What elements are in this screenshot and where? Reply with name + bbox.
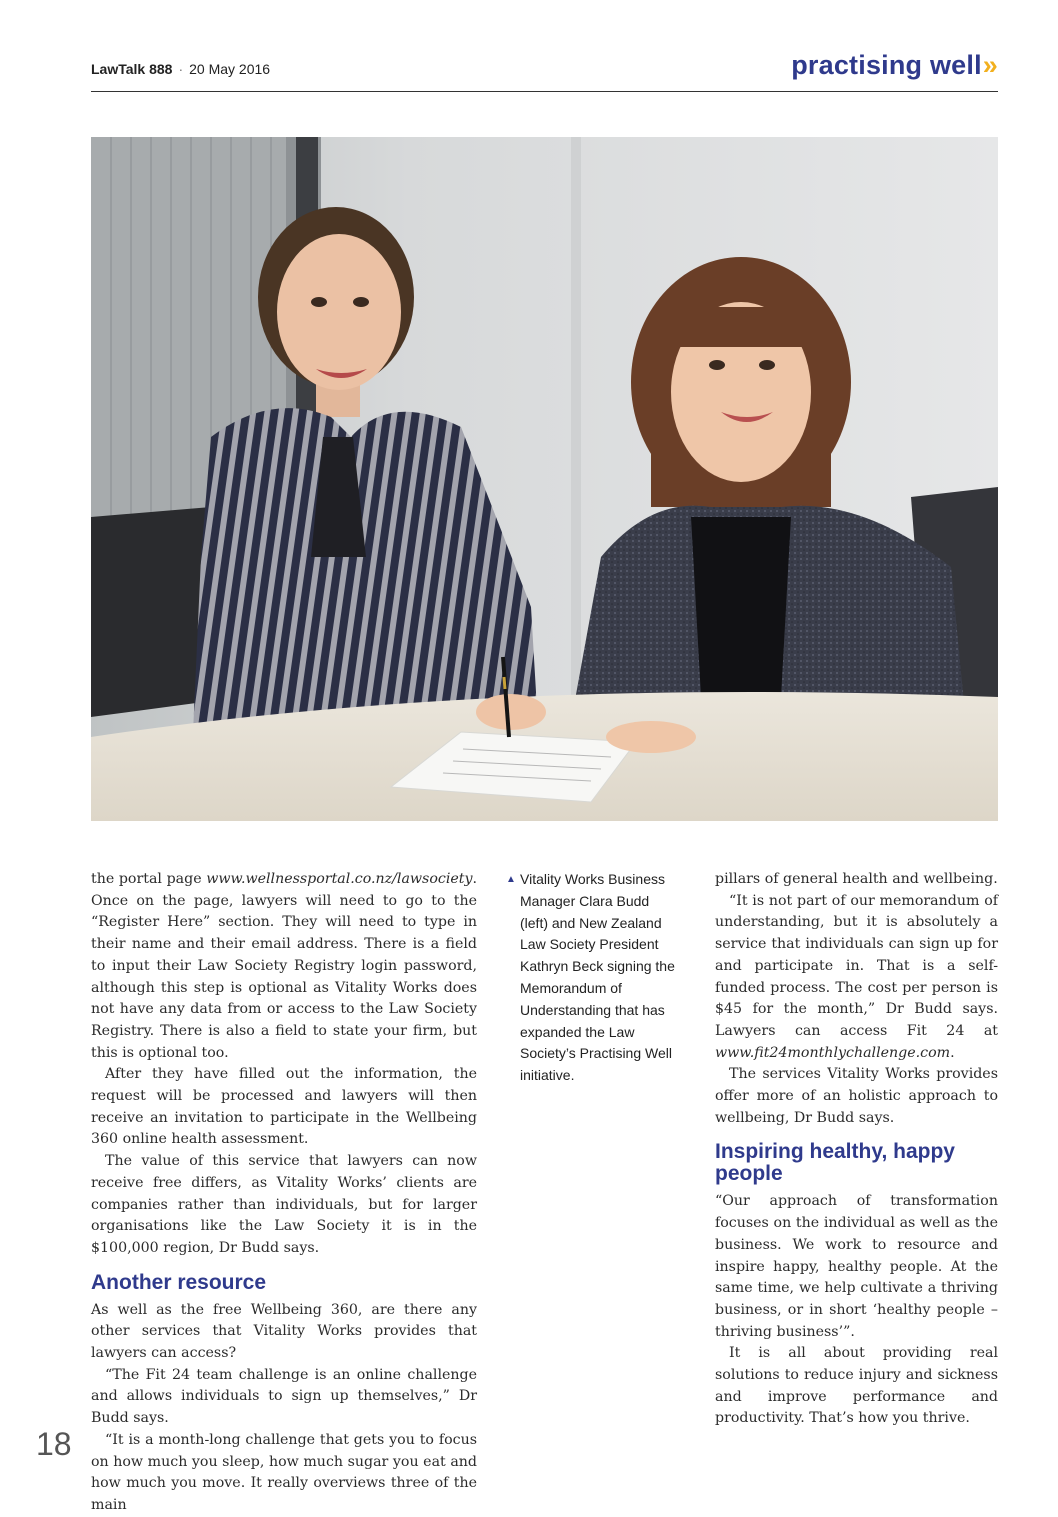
- paragraph: As well as the free Wellbeing 360, are there any other services that Vitality Works provides that lawyers can access?: [91, 1301, 477, 1362]
- header-divider: [91, 91, 998, 92]
- paragraph: [91, 869, 477, 1064]
- paragraph-text: . Once on the page, lawyers will need to go to the “Register Here” section. They will need to type in their name and their email address. There is a field to input their Law Society Registry login password, although this step is optional as Vitality Works does not have any data from or access to the Law Society Registry. There is also a field to state your firm, but this is optional too.: [91, 871, 477, 1061]
- page-number: 18: [36, 1426, 72, 1462]
- section-title-text: practising well: [791, 50, 982, 80]
- photo-caption: [506, 869, 681, 1087]
- article-column-1: [91, 869, 477, 1517]
- double-chevron-icon: »: [982, 50, 998, 80]
- article-photo: [91, 137, 998, 821]
- subheading-inspiring-healthy-happy-people: Inspiring healthy, happy people: [715, 1140, 955, 1186]
- paragraph: The services Vitality Works provides offer more of an holistic approach to wellbeing, Dr Budd says.: [715, 1066, 998, 1126]
- paragraph: “The Fit 24 team challenge is an online challenge and allows individuals to sign up themselves,” Dr Budd says.: [91, 1366, 477, 1427]
- paragraph: It is all about providing real solutions to reduce injury and sickness and improve performance and productivity. That’s how you thrive.: [715, 1345, 998, 1427]
- paragraph: “It is a month-long challenge that gets you to focus on how much you sleep, how much sugar you eat and how much you move. It really overviews three of the main: [91, 1431, 477, 1513]
- triangle-up-icon: ▲: [506, 874, 516, 885]
- fit24-url-link[interactable]: www.fit24monthlychallenge.com: [715, 1044, 951, 1061]
- paragraph-text: .: [950, 1044, 955, 1061]
- header-separator: ·: [178, 61, 184, 77]
- portal-url-link[interactable]: www.wellnessportal.co.nz/lawsociety: [206, 871, 473, 887]
- paragraph-text: the portal page: [91, 871, 207, 887]
- article-column-3: [715, 869, 998, 1430]
- paragraph: pillars of general health and wellbeing.: [715, 871, 998, 887]
- paragraph: [715, 891, 998, 1065]
- paragraph: “Our approach of transformation focuses on the individual as well as the business. We work to resource and inspire happy, healthy people. At the same time, we help cultivate a thriving business, or in short ‘healthy people – thriving business’”.: [715, 1193, 998, 1340]
- signing-photo-illustration: [91, 137, 998, 821]
- paragraph: The value of this service that lawyers can now receive free differs, as Vitality Works’ clients are companies rather than individuals, but for larger organisations like the Law Society it is in the $100,000 region, Dr Budd says.: [91, 1153, 477, 1256]
- magazine-name: LawTalk 888: [91, 61, 173, 77]
- subheading-another-resource: Another resource: [91, 1270, 267, 1294]
- publication-info: [91, 61, 270, 77]
- issue-date: 20 May 2016: [189, 61, 271, 77]
- section-title: [791, 50, 998, 81]
- paragraph-text: “It is not part of our memorandum of understanding, but it is absolutely a service that individuals can sign up for and participate in. That is a self-funded process. The cost per person is $45 for the month,” Dr Budd says. Lawyers can access Fit 24 at: [715, 892, 998, 1039]
- caption-text: Vitality Works Business Manager Clara Budd (left) and New Zealand Law Society President Kathryn Beck signing the Memorandum of Understanding that has expanded the Law Society’s Practising Well initiative.: [520, 871, 675, 1084]
- paragraph: After they have filled out the information, the request will be processed and lawyers will then receive an invitation to participate in the Wellbeing 360 online health assessment.: [91, 1066, 477, 1148]
